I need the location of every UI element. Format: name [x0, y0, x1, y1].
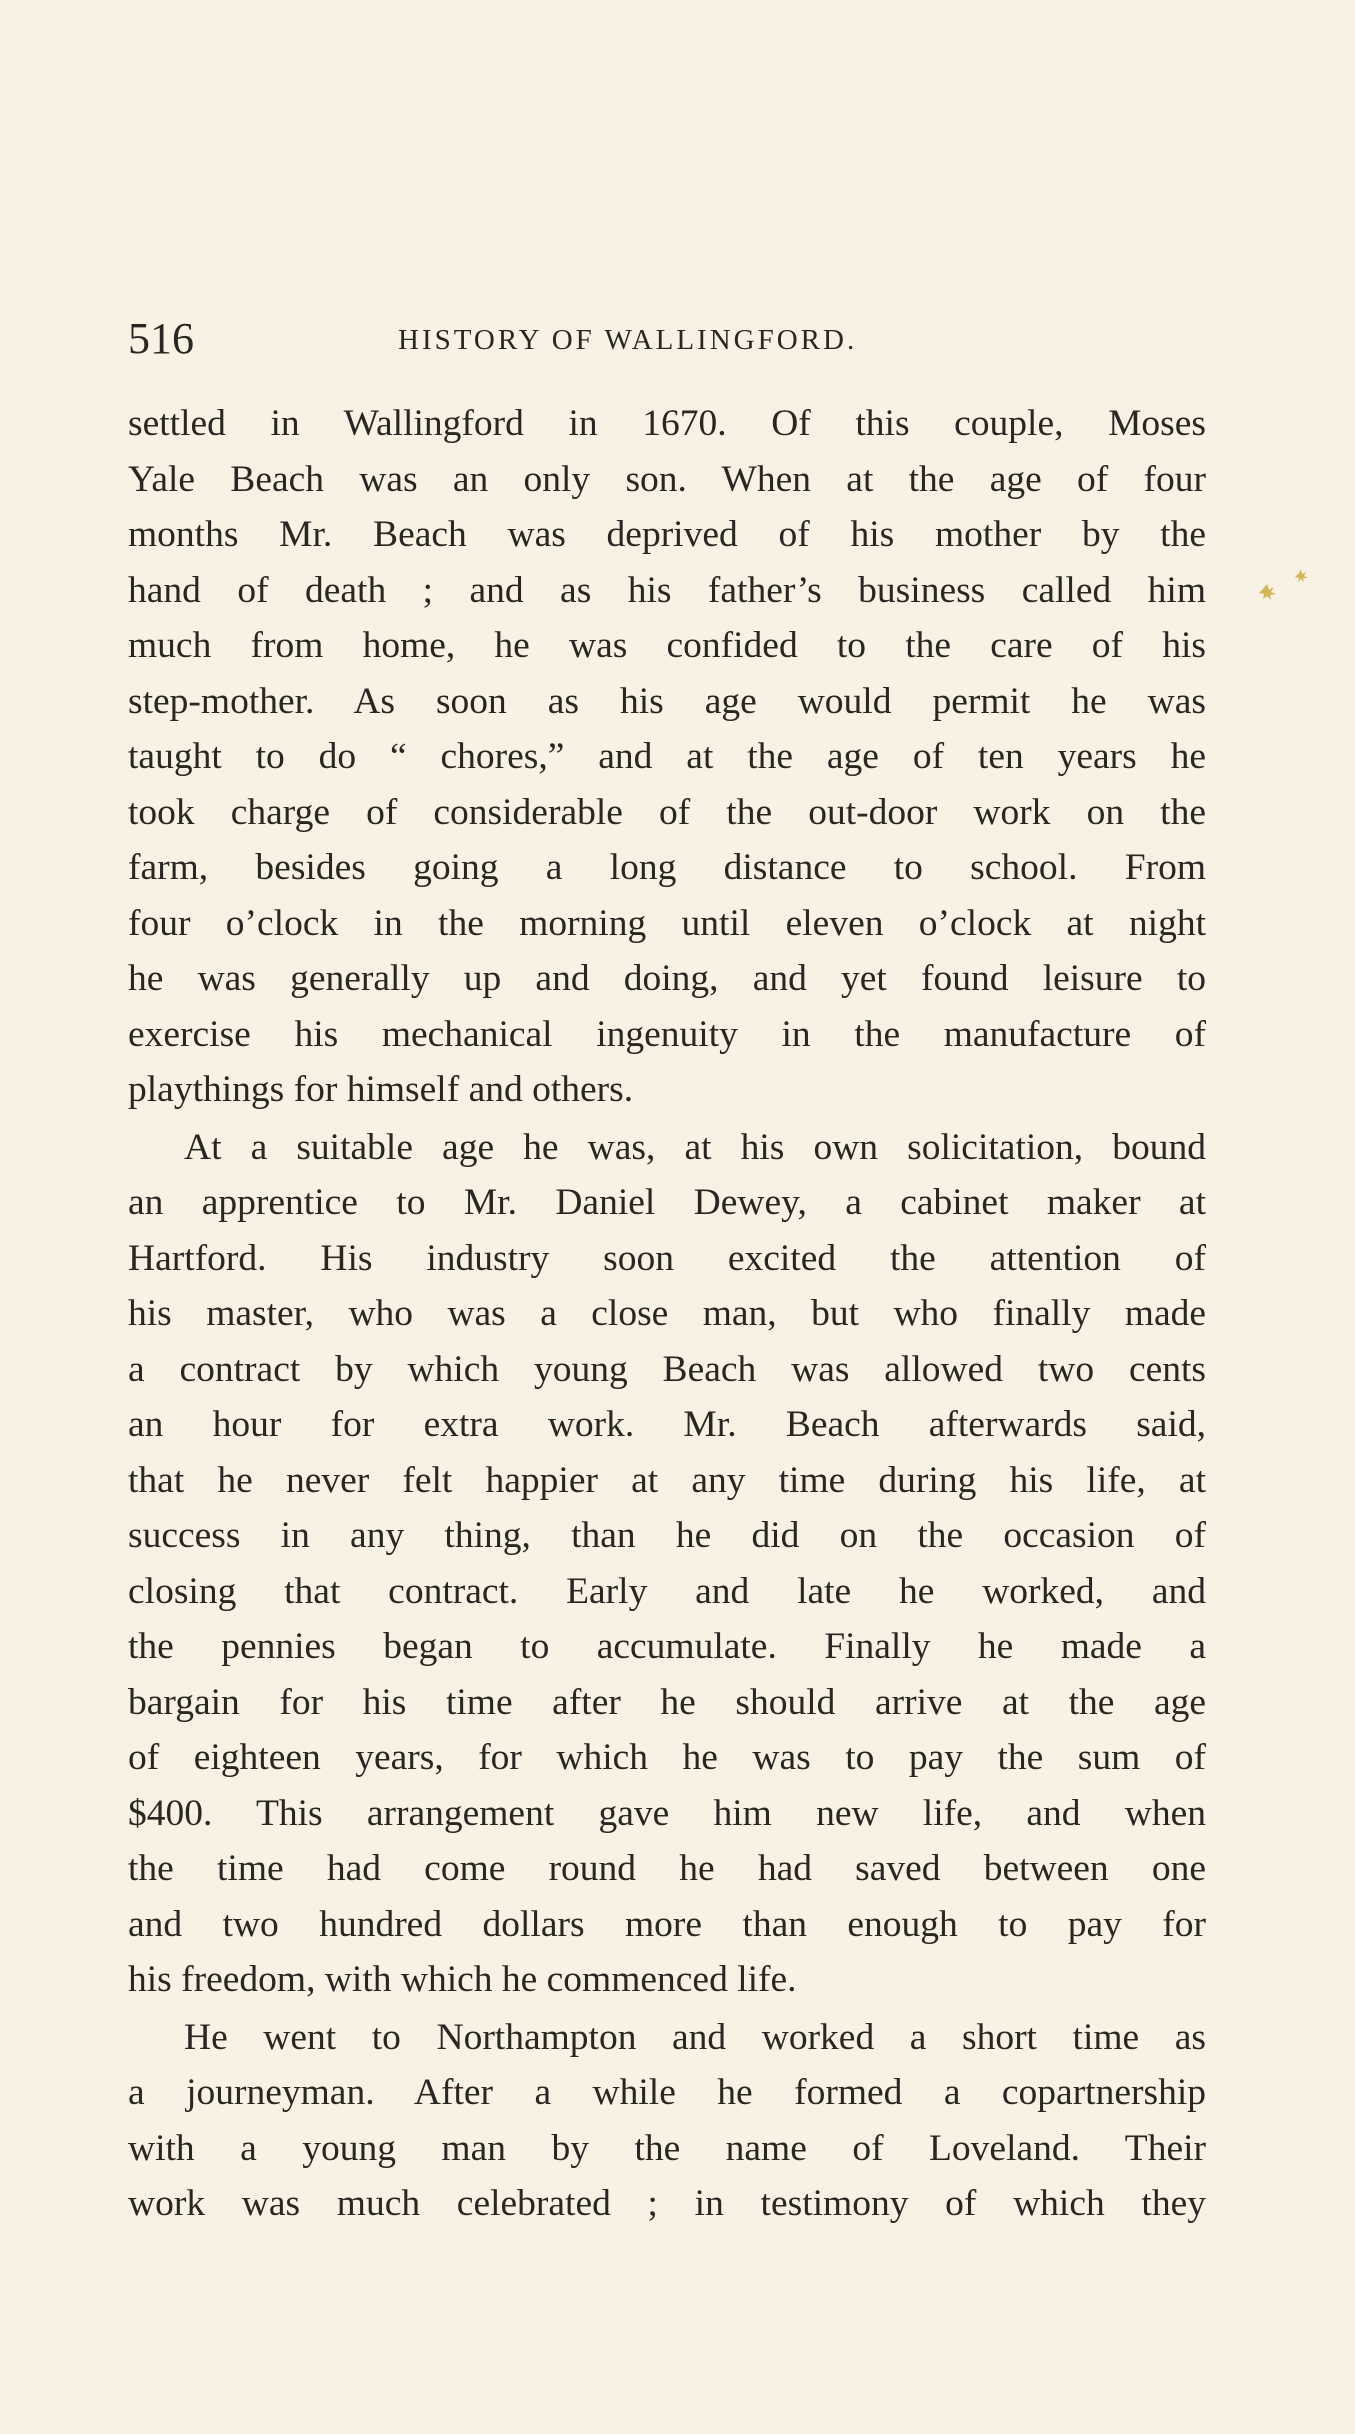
text-line: settled in Wallingford in 1670. Of this couple, Moses	[128, 403, 1206, 444]
ornament-stain-icon	[1255, 565, 1315, 605]
text-line: farm, besides going a long distance to school. From	[128, 847, 1206, 888]
page-number: 516	[128, 314, 194, 363]
text-line: an hour for extra work. Mr. Beach afterwards said,	[128, 1404, 1206, 1445]
body-text	[128, 396, 1206, 2232]
text-line: a contract by which young Beach was allowed two cents	[128, 1348, 1206, 1390]
running-head	[128, 314, 1208, 364]
text-line: and two hundred dollars more than enough to pay for	[128, 1903, 1206, 1945]
text-line: four o’clock in the morning until eleven o’clock at night	[128, 902, 1206, 944]
text-line: closing that contract. Early and late he worked, and	[128, 1570, 1206, 1612]
text-line: took charge of considerable of the out-door work on the	[128, 791, 1206, 833]
text-line: the time had come round he had saved between one	[128, 1848, 1206, 1889]
text-line: a journeyman. After a while he formed a copartnership	[128, 2072, 1206, 2113]
text-line: his master, who was a close man, but who finally made	[128, 1293, 1206, 1334]
running-title: HISTORY OF WALLINGFORD.	[398, 324, 858, 356]
text-line: his freedom, with which he commenced life.	[128, 1959, 797, 2000]
text-line: Hartford. His industry soon excited the attention of	[128, 1237, 1206, 1279]
text-line: taught to do “ chores,” and at the age of ten years he	[128, 736, 1206, 777]
text-line: with a young man by the name of Loveland. Their	[128, 2127, 1206, 2169]
text-line: months Mr. Beach was deprived of his mother by the	[128, 514, 1206, 555]
text-line: At a suitable age he was, at his own solicitation, bound	[184, 1126, 1206, 1168]
text-line: hand of death ; and as his father’s business called him	[128, 569, 1206, 611]
text-line: step-mother. As soon as his age would permit he was	[128, 680, 1206, 722]
paragraph	[128, 1120, 1206, 2008]
text-line: playthings for himself and others.	[128, 1069, 634, 1110]
text-line: an apprentice to Mr. Daniel Dewey, a cabinet maker at	[128, 1182, 1206, 1223]
text-line: work was much celebrated ; in testimony of which they	[128, 2183, 1206, 2224]
text-line: he was generally up and doing, and yet found leisure to	[128, 958, 1206, 999]
text-line: $400. This arrangement gave him new life, and when	[128, 1792, 1206, 1834]
text-line: that he never felt happier at any time during his life, at	[128, 1459, 1206, 1501]
paragraph	[128, 396, 1206, 1118]
text-line: success in any thing, than he did on the occasion of	[128, 1515, 1206, 1556]
text-line: He went to Northampton and worked a short time as	[184, 2016, 1206, 2058]
text-line: Yale Beach was an only son. When at the age of four	[128, 458, 1206, 500]
text-line: much from home, he was confided to the care of his	[128, 625, 1206, 666]
text-line: the pennies began to accumulate. Finally he made a	[128, 1626, 1206, 1667]
text-line: of eighteen years, for which he was to pay the sum of	[128, 1737, 1206, 1778]
text-line: exercise his mechanical ingenuity in the manufacture of	[128, 1013, 1206, 1055]
text-line: bargain for his time after he should arrive at the age	[128, 1681, 1206, 1723]
paragraph	[128, 2010, 1206, 2232]
